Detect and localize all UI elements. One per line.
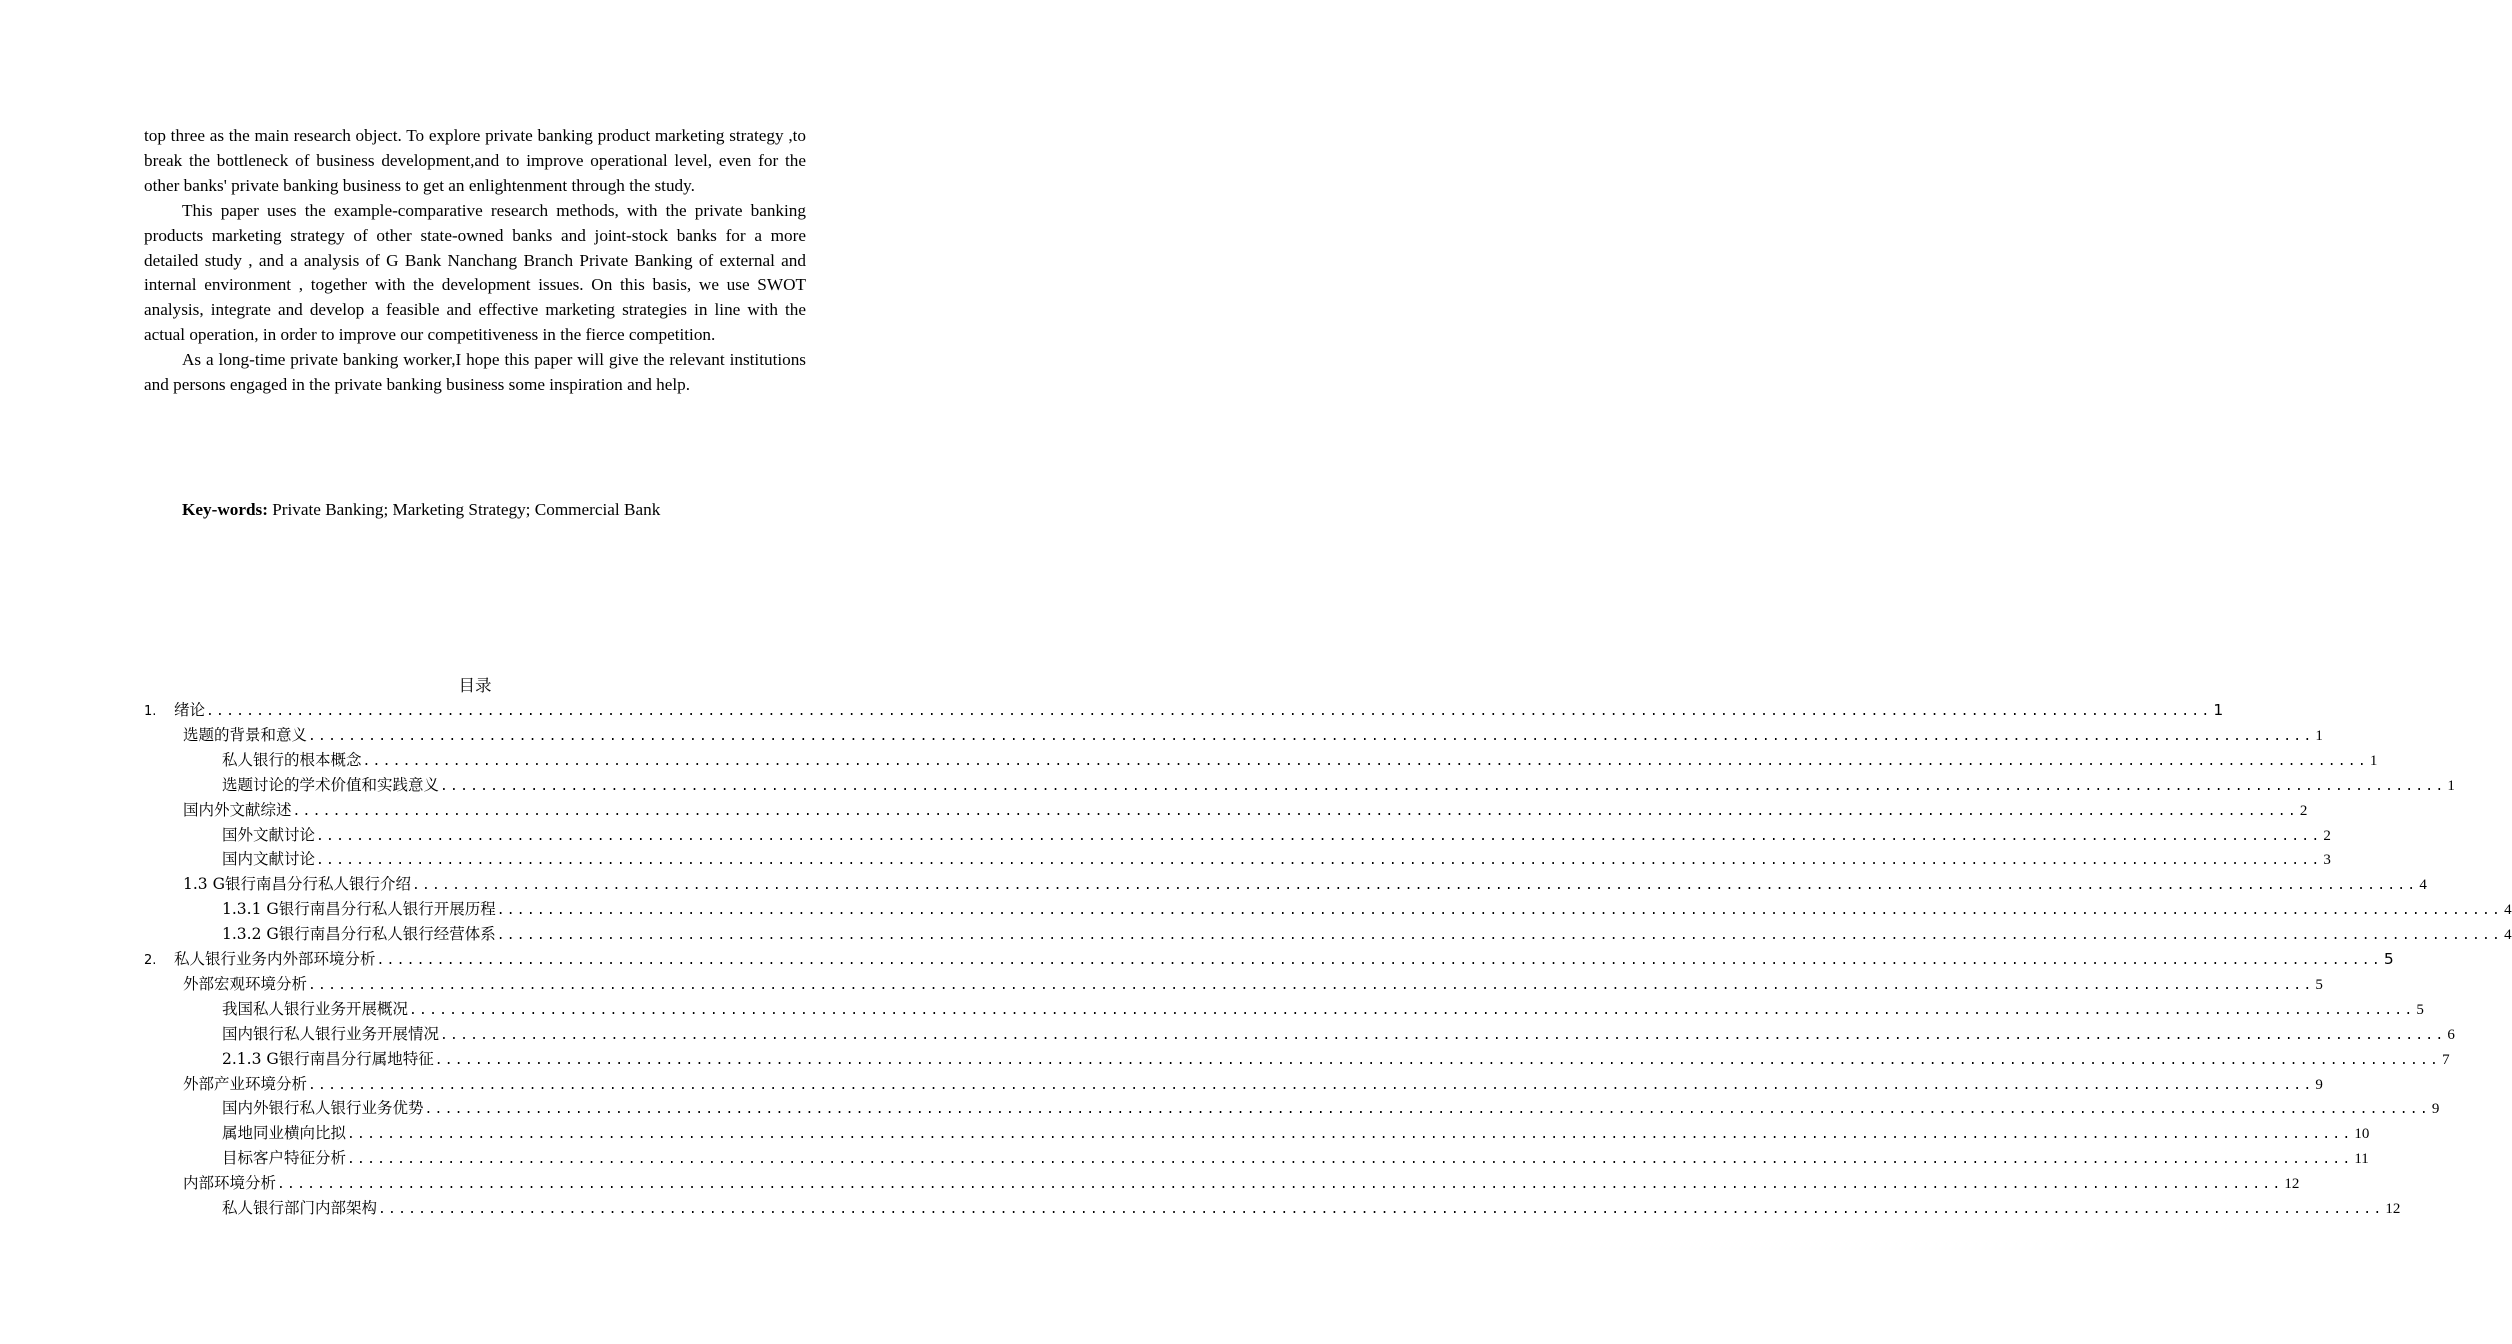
toc-entry-text: 国内外银行私人银行业务优势 [222, 1099, 424, 1118]
toc-dot-leader: ........................................................................................................................................................................................................ [308, 728, 2314, 744]
toc-dot-leader: ........................................................................................................................................................................................................ [206, 704, 2212, 719]
toc-dot-leader: ........................................................................................................................................................................................................ [292, 803, 2298, 819]
toc-dot-leader: ........................................................................................................................................................................................................ [440, 778, 2446, 794]
toc-entry-title [183, 723, 307, 745]
toc-entry[interactable] [183, 723, 2323, 748]
abstract-body [144, 124, 806, 398]
toc-page-number: 4 [2504, 927, 2512, 944]
toc-entry-text: 我国私人银行业务开展概况 [222, 999, 409, 1018]
toc-dot-leader: ........................................................................................................................................................................................................ [409, 1002, 2415, 1018]
toc-entry-title [183, 972, 307, 994]
toc-dot-leader: ........................................................................................................................................................................................................ [308, 977, 2314, 993]
toc-entry-title [222, 997, 408, 1019]
toc-dot-leader: ........................................................................................................................................................................................................ [496, 903, 2503, 919]
toc-page-number: 12 [2385, 1201, 2401, 1217]
toc-page-number: 1 [2447, 777, 2455, 794]
toc-entry-number: 2. [144, 953, 157, 968]
toc-page-number: 6 [2447, 1026, 2455, 1043]
toc-entry-text: 1.3.1 G银行南昌分行私人银行开展历程 [222, 900, 496, 919]
toc-page-number: 10 [2354, 1126, 2370, 1143]
toc-entry-title [183, 1072, 307, 1094]
toc-entry-title [222, 823, 315, 845]
keywords-text: Private Banking; Marketing Strategy; Commercial Bank [267, 500, 661, 519]
toc-entry-title [222, 897, 496, 919]
toc-entry[interactable] [222, 823, 2331, 848]
toc-entry-text: 内部环境分析 [183, 1174, 277, 1193]
toc-page-number: 11 [2354, 1151, 2369, 1168]
toc-dot-leader: ........................................................................................................................................................................................................ [277, 1177, 2283, 1193]
toc-entry-text: 私人银行的根本概念 [222, 750, 362, 769]
toc-entry-title [222, 1196, 377, 1218]
toc-entry-text: 外部宏观环境分析 [183, 974, 308, 993]
toc-entry-text: 国内银行私人银行业务开展情况 [222, 1024, 440, 1043]
toc-entry[interactable] [144, 698, 2224, 723]
toc-entry[interactable] [183, 872, 2427, 897]
toc-entry[interactable] [222, 773, 2455, 798]
toc-entry-text: 绪论 [174, 701, 206, 719]
toc-dot-leader: ........................................................................................................................................................................................................ [424, 1102, 2430, 1118]
toc-entry[interactable] [183, 1072, 2323, 1097]
toc-page-number: 4 [2504, 902, 2512, 919]
toc-entry-text: 选题的背景和意义 [183, 725, 308, 744]
toc-entry-title [183, 798, 292, 820]
toc-entry-text: 外部产业环境分析 [183, 1074, 308, 1093]
toc-dot-leader: ........................................................................................................................................................................................................ [316, 828, 2322, 844]
toc-entry-title [222, 922, 496, 944]
toc-entry[interactable] [183, 972, 2323, 997]
toc-entry-title [144, 698, 205, 720]
toc-entry-title [183, 1171, 276, 1193]
toc-entry-text: 私人银行部门内部架构 [222, 1199, 378, 1217]
toc-entry-text: 私人银行业务内外部环境分析 [174, 950, 376, 968]
toc-page-number: 1 [2315, 727, 2323, 744]
toc-entry[interactable] [222, 1096, 2440, 1121]
toc-page-number: 5 [2416, 1001, 2424, 1018]
toc-entry-title [222, 1121, 346, 1143]
toc-page-number: 1 [2213, 701, 2224, 719]
toc-page-number: 1 [2369, 752, 2378, 769]
toc-entry[interactable] [222, 997, 2424, 1022]
toc-entry-text: 国外文献讨论 [222, 825, 316, 844]
toc-page-number: 4 [2419, 877, 2427, 894]
toc-page-number: 2 [2323, 827, 2331, 844]
keywords-line [182, 498, 806, 522]
toc-entry[interactable] [222, 1146, 2369, 1171]
toc-entry-text: 选题讨论的学术价值和实践意义 [222, 775, 440, 794]
toc-entry-title [222, 1022, 439, 1044]
toc-entry[interactable] [222, 922, 2512, 947]
keywords-label: Key-words: [182, 500, 268, 519]
toc-entry[interactable] [222, 1121, 2370, 1146]
toc-entry[interactable] [183, 1171, 2300, 1196]
toc-dot-leader: ........................................................................................................................................................................................................ [376, 953, 2382, 968]
toc-entry[interactable] [144, 947, 2394, 972]
toc-entry[interactable] [222, 1196, 2401, 1221]
toc-entry-title [144, 947, 376, 969]
toc-entry-text: 属地同业横向比拟 [222, 1124, 347, 1143]
toc-dot-leader: ........................................................................................................................................................................................................ [316, 853, 2322, 869]
toc-entry-title [222, 1096, 424, 1118]
toc-entry-title [183, 872, 411, 894]
toc-dot-leader: ........................................................................................................................................................................................................ [411, 878, 2418, 894]
toc-entry-text: 1.3 G银行南昌分行私人银行介绍 [183, 875, 411, 894]
toc-entry-text: 国内外文献综述 [183, 800, 292, 819]
toc-entry[interactable] [222, 1022, 2455, 1047]
toc-entry-title [222, 748, 362, 770]
toc-page-number: 12 [2284, 1176, 2300, 1193]
toc-entry-title [222, 773, 439, 795]
toc-page-number: 7 [2442, 1051, 2450, 1068]
toc-dot-leader: ........................................................................................................................................................................................................ [308, 1077, 2314, 1093]
toc-entry[interactable] [222, 1047, 2450, 1072]
toc-page-number: 9 [2315, 1076, 2323, 1093]
toc-dot-leader: ........................................................................................................................................................................................................ [378, 1202, 2384, 1217]
toc-dot-leader: ........................................................................................................................................................................................................ [362, 753, 2368, 769]
toc-dot-leader: ........................................................................................................................................................................................................ [434, 1052, 2441, 1068]
toc-entry-text: 2.1.3 G银行南昌分行属地特征 [222, 1049, 434, 1068]
toc-entry-text: 国内文献讨论 [222, 850, 316, 869]
toc-page-number: 9 [2431, 1101, 2440, 1118]
abstract-paragraph-3: As a long-time private banking worker,I hope this paper will give the relevant institutions and persons engaged in the private banking business some inspiration and help. [144, 350, 806, 395]
toc-page-number: 5 [2315, 976, 2323, 993]
toc-entry-text: 1.3.2 G银行南昌分行私人银行经营体系 [222, 925, 496, 944]
toc-entry-number: 1. [144, 704, 157, 719]
toc-page-number: 5 [2383, 950, 2394, 968]
toc-entry-text: 目标客户特征分析 [222, 1149, 347, 1168]
toc-dot-leader: ........................................................................................................................................................................................................ [440, 1027, 2446, 1043]
toc-page-number: 3 [2323, 852, 2331, 869]
abstract-paragraph-1: top three as the main research object. To explore private banking product marketing strategy ,to break the bottleneck of business development,and to improve operational level, even for the other banks' private banking business to get an enlightenment through the study. [144, 126, 806, 195]
toc-entry-title [222, 1146, 346, 1168]
toc-entry[interactable] [222, 897, 2512, 922]
toc-entry-title [222, 847, 315, 869]
toc-dot-leader: ........................................................................................................................................................................................................ [347, 1127, 2353, 1143]
toc-entry[interactable] [222, 748, 2378, 773]
toc-dot-leader: ........................................................................................................................................................................................................ [347, 1152, 2353, 1168]
abstract-paragraph-2: This paper uses the example-comparative research methods, with the private banking products marketing strategy of other state-owned banks and joint-stock banks for a more detailed study , and a analysis of G Bank Nanchang Branch Private Banking of external and internal environment , together with the development issues. On this basis, we use SWOT analysis, integrate and develop a feasible and effective marketing strategies in line with the actual operation, in order to improve our competitiveness in the fierce competition. [144, 200, 806, 345]
toc-entry-title [222, 1047, 434, 1069]
toc-dot-leader: ........................................................................................................................................................................................................ [496, 928, 2503, 944]
toc-entry[interactable] [222, 847, 2331, 872]
toc-title: 目录 [458, 676, 492, 695]
toc-entry[interactable] [183, 798, 2308, 823]
toc-page-number: 2 [2299, 802, 2308, 819]
